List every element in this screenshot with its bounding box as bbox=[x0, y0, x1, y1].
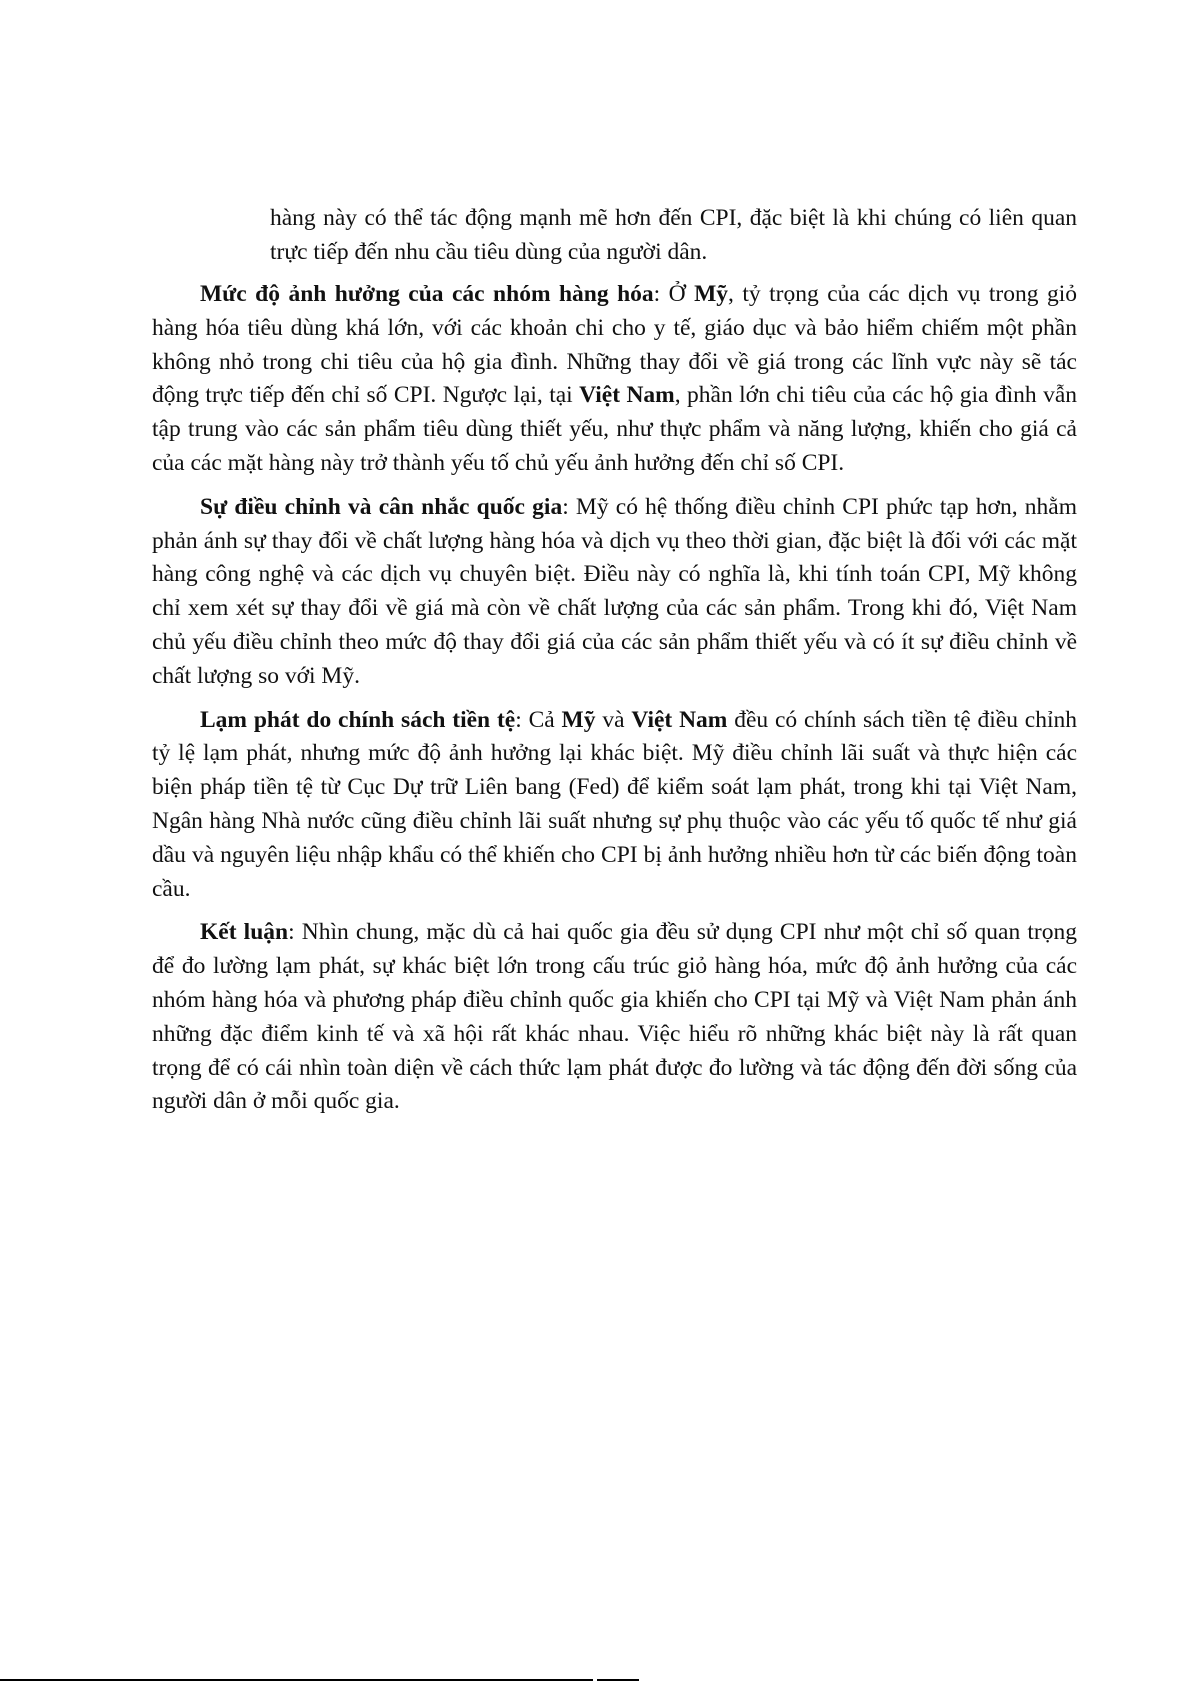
paragraph-text: : Nhìn chung, mặc dù cả hai quốc gia đều sử dụng CPI như một chỉ số quan trọng để đo lường lạm phát, sự khác biệt lớn trong cấu trúc giỏ hàng hóa, mức độ ảnh hưởng của các nhóm hàng hóa và phương pháp điều chỉnh quốc gia khiến cho CPI tại Mỹ và Việt Nam phản ánh những đặc điểm kinh tế và xã hội rất khác nhau. Việc hiểu rõ những khác biệt này là rất quan trọng để có cái nhìn toàn diện về cách thức lạm phát được đo lường và tác động đến đời sống của người dân ở mỗi quốc gia. bbox=[152, 919, 1077, 1115]
paragraph-national-adjustment bbox=[152, 491, 1077, 694]
paragraph-text: : Cả bbox=[515, 706, 562, 733]
footer-divider-short bbox=[597, 1679, 639, 1681]
document-body bbox=[152, 278, 1077, 1129]
continuation-paragraph: hàng này có thể tác động mạnh mẽ hơn đến CPI, đặc biệt là khi chúng có liên quan trực tiếp đến nhu cầu tiêu dùng của người dân. bbox=[270, 205, 1077, 265]
paragraph-conclusion bbox=[152, 916, 1077, 1119]
paragraph-heading: Mức độ ảnh hưởng của các nhóm hàng hóa bbox=[200, 281, 654, 307]
paragraph-text: , tỷ trọng của các dịch vụ trong giỏ hàng hóa tiêu dùng khá lớn, với các khoản chi cho y tế, giáo dục và bảo hiểm chiếm một phần không nhỏ trong chi tiêu của hộ gia đình. Những thay đổi về giá trong các lĩnh vực này sẽ tác động trực tiếp đến chỉ số CPI. Ngược lại, tại bbox=[152, 281, 1078, 409]
paragraph-heading: Sự điều chỉnh và cân nhắc quốc gia bbox=[200, 493, 563, 520]
bold-term: Việt Nam bbox=[631, 706, 728, 733]
paragraph-text: , phần lớn chi tiêu của các hộ gia đình vẫn tập trung vào các sản phẩm tiêu dùng thiết yếu, như thực phẩm và năng lượng, khiến cho giá cả của các mặt hàng này trở thành yếu tố chủ yếu ảnh hưởng đến chỉ số CPI. bbox=[152, 382, 1077, 476]
paragraph-monetary-policy-inflation bbox=[152, 704, 1077, 907]
bold-term: Mỹ bbox=[561, 706, 596, 733]
paragraph-heading: Lạm phát do chính sách tiền tệ bbox=[200, 706, 516, 733]
bold-term: Việt Nam bbox=[579, 382, 675, 409]
paragraph-text: đều có chính sách tiền tệ điều chỉnh tỷ lệ lạm phát, nhưng mức độ ảnh hưởng lại khác biệt. Mỹ điều chỉnh lãi suất và thực hiện các biện pháp tiền tệ từ Cục Dự trữ Liên bang (Fed) để kiểm soát lạm phát, trong khi tại Việt Nam, Ngân hàng Nhà nước cũng điều chỉnh lãi suất nhưng sự phụ thuộc vào các yếu tố quốc tế như giá dầu và nguyên liệu nhập khẩu có thể khiến cho CPI bị ảnh hưởng nhiều hơn từ các biến động toàn cầu. bbox=[152, 706, 1078, 902]
paragraph-text: và bbox=[595, 706, 632, 733]
paragraph-heading: Kết luận bbox=[200, 919, 289, 946]
footer-divider bbox=[0, 1679, 593, 1681]
paragraph-text: : Ở bbox=[653, 281, 695, 307]
paragraph-impact-of-goods-groups bbox=[152, 278, 1077, 481]
bold-term: Mỹ bbox=[694, 281, 729, 307]
paragraph-text: : Mỹ có hệ thống điều chỉnh CPI phức tạp hơn, nhằm phản ánh sự thay đổi về chất lượng hàng hóa và dịch vụ theo thời gian, đặc biệt là đối với các mặt hàng công nghệ và các dịch vụ chuyên biệt. Điều này có nghĩa là, khi tính toán CPI, Mỹ không chỉ xem xét sự thay đổi về giá mà còn về chất lượng của các sản phẩm. Trong khi đó, Việt Nam chủ yếu điều chỉnh theo mức độ thay đổi giá của các sản phẩm thiết yếu và có ít sự điều chỉnh về chất lượng so với Mỹ. bbox=[152, 493, 1077, 689]
